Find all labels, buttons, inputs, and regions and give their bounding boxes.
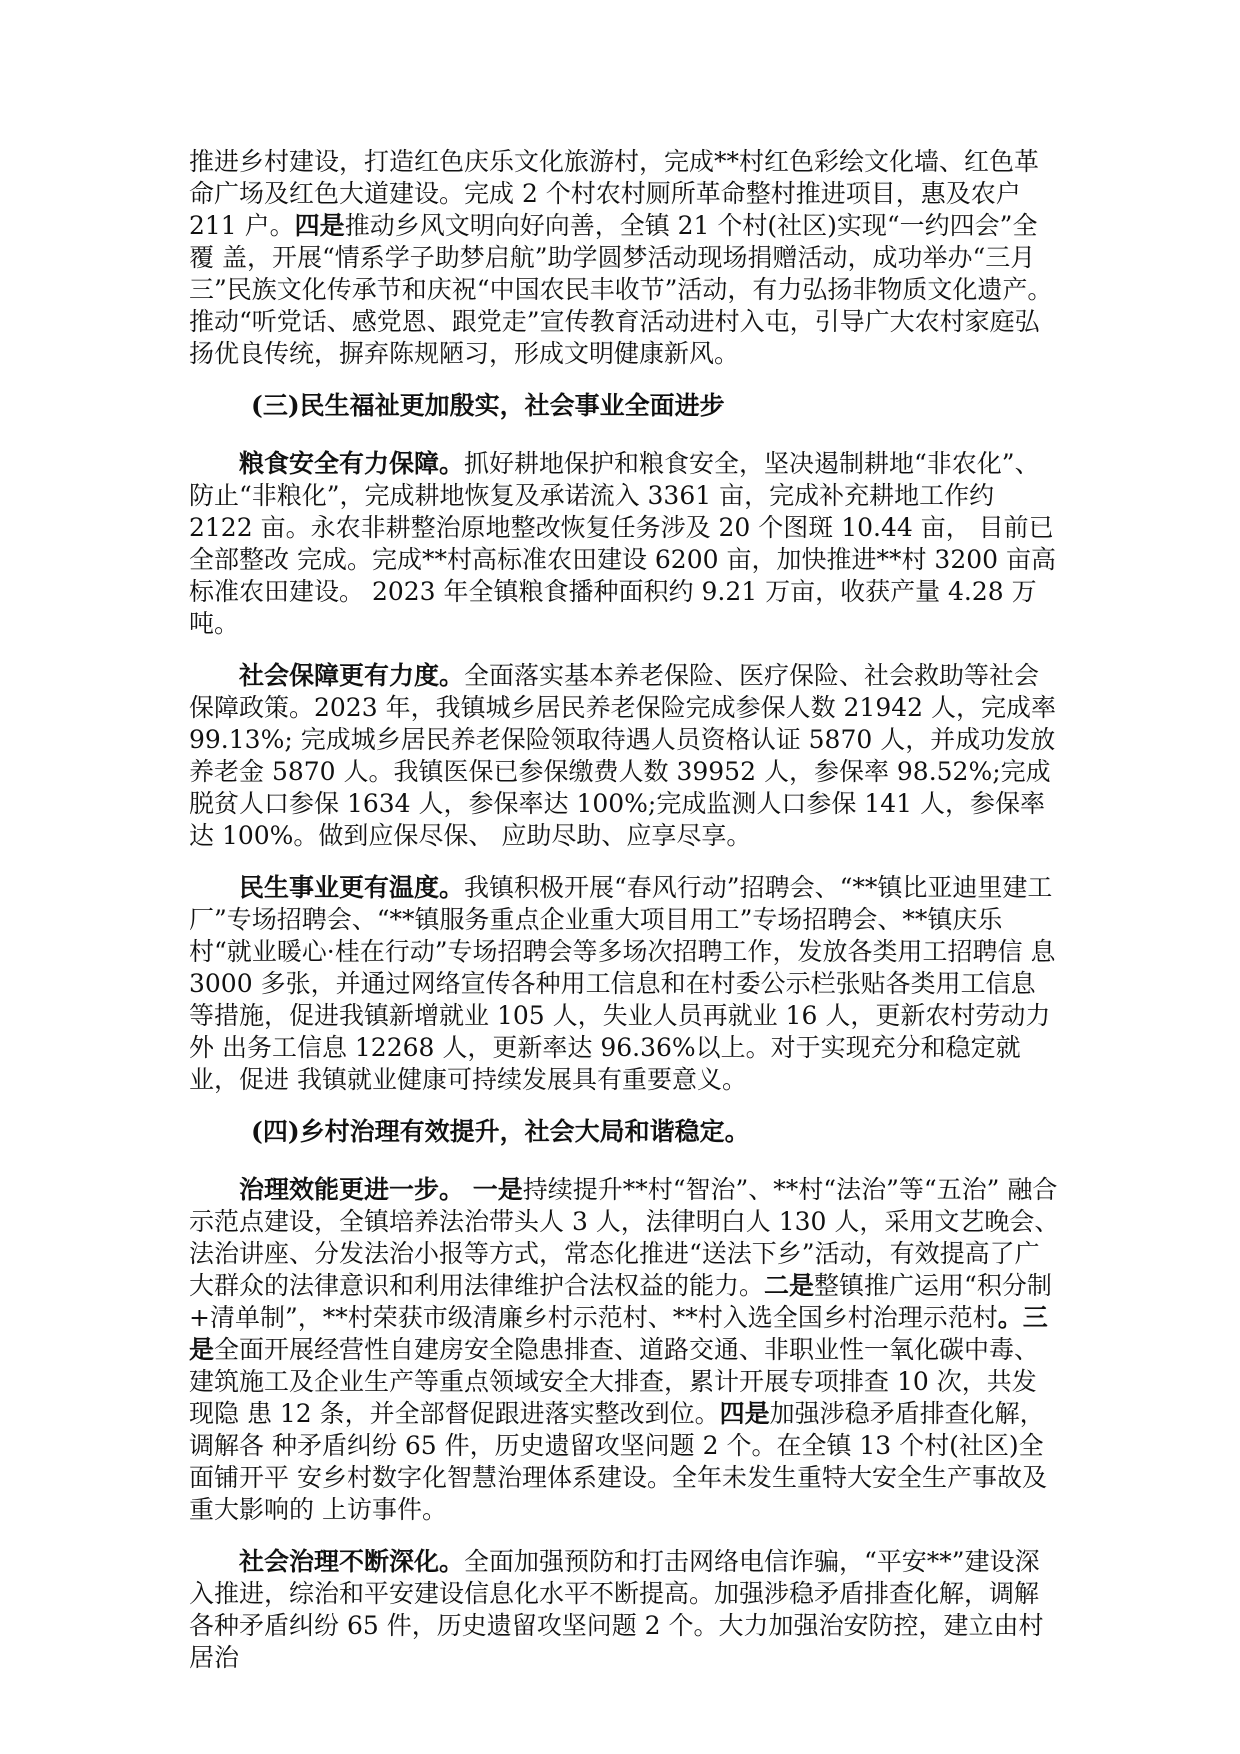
governance-part-2 xyxy=(189,1238,1061,1526)
bold-lead: 社会保障更有力度。 xyxy=(239,661,465,690)
bold-lead: 粮食安全有力保障。 xyxy=(239,449,465,478)
paragraph-text: 推进乡村建设，打造红色庆乐文化旅游村，完成**村红色彩绘文化墙、红色革命广场及红色大道建设。完成 2 个村农村厕所革命整村推进项目，惠及农户 211 户。 xyxy=(189,147,1040,240)
bold-lead: 民生事业更有温度。 xyxy=(239,873,465,902)
bold-lead: 四是 xyxy=(719,1399,770,1428)
section-heading-3: (三)民生福祉更加殷实，社会事业全面进步 xyxy=(251,391,725,420)
paragraph-text: 加强涉稳矛盾排查化解，调解各 种矛盾纠纷 65 件，历史遗留攻坚问题 2 个。在全镇 13 个村(社区)全面铺开平 安乡村数字化智慧治理体系建设。全年未发生重特大安全生产事故及重大影响的 上访事件。 xyxy=(189,1399,1047,1524)
bold-lead: 。三是 xyxy=(189,1303,1048,1364)
bold-lead: 社会治理不断深化。 xyxy=(239,1547,465,1576)
paragraph-livelihood xyxy=(189,872,1061,1096)
paragraph-governance xyxy=(189,1174,1061,1526)
paragraph-text: 全面开展经营性自建房安全隐患排查、道路交通、非职业性一氧化碳中毒、建筑施工及企业生产等重点领域安全大排查，累计开展专项排查 10 次，共发现隐 患 12 条，并全部督促跟进落实整改到位。 xyxy=(189,1335,1040,1428)
paragraph-text: 抓好耕地保护和粮食安全，坚决遏制耕地“非农化”、防止“非粮化”，完成耕地恢复及承诺流入 3361 亩，完成补充耕地工作约 2122 亩。永农非耕整治原地整改恢复任务涉及 20 个图斑 10.44 亩， 目前已全部整改 完成。完成**村高标准农田建设 6200 亩，加快推进**村 3200 亩高标准农田建设。 2023 年全镇粮食播种面积约 9.21 万亩，收获产量 4.28 万吨。 xyxy=(189,449,1056,638)
paragraph-rural-construction xyxy=(189,146,1061,370)
paragraph-text: 法治讲座、分发法治小报等方式，常态化推进“送法下乡”活动，有效提高了广大群众的法律意识和利用法律维护合法权益的能力。 xyxy=(189,1239,1040,1300)
bold-lead: 二是 xyxy=(764,1271,815,1300)
bold-lead: 一是 xyxy=(464,1175,523,1204)
section-heading-4: (四)乡村治理有效提升，社会大局和谐稳定。 xyxy=(251,1117,750,1146)
paragraph-social-governance xyxy=(189,1546,1061,1674)
paragraph-text: 整镇推广运用“积分制+清单制”，**村荣获市级清廉乡村示范村、**村入选全国乡村治理示范村 xyxy=(189,1271,1052,1332)
document-body xyxy=(189,146,1061,1694)
paragraph-food-security xyxy=(189,448,1061,640)
paragraph-text: 持续提升**村“智治”、**村“法治”等“五治” 融合示范点建设，全镇培养法治带头人 3 人，法律明白人 130 人，采用文艺晚会、 xyxy=(189,1175,1060,1236)
bold-lead: 四是 xyxy=(294,211,345,240)
paragraph-text: 全面加强预防和打击网络电信诈骗，“平安**”建设深入推进，综治和平安建设信息化水平不断提高。加强涉稳矛盾排查化解，调解各种矛盾纠纷 65 件，历史遗留攻坚问题 2 个。大力加强治安防控，建立由村居治 xyxy=(189,1547,1044,1672)
paragraph-text: 我镇积极开展“春风行动”招聘会、“**镇比亚迪里建工厂”专场招聘会、“**镇服务重点企业重大项目用工”专场招聘会、**镇庆乐 村“就业暖心·桂在行动”专场招聘会等多场次招聘工作，发放各类用工招聘信 息 3000 多张，并通过网络宣传各种用工信息和在村委公示栏张贴各类用工信息 等措施，促进我镇新增就业 105 人，失业人员再就业 16 人，更新农村劳动力外 出务工信息 12268 人，更新率达 96.36%以上。对于实现充分和稳定就业，促进 我镇就业健康可持续发展具有重要意义。 xyxy=(189,873,1056,1094)
paragraph-text: 推动乡风文明向好向善，全镇 21 个村(社区)实现“一约四会”全覆 盖，开展“情系学子助梦启航”助学圆梦活动现场捐赠活动，成功举办“三月 三”民族文化传承节和庆祝“中国农民丰收节”活动，有力弘扬非物质文化遗产。 推动“听党话、感党恩、跟党走”宣传教育活动进村入屯，引导广大农村家庭弘 扬优良传统，摒弃陈规陋习，形成文明健康新风。 xyxy=(189,211,1053,368)
bold-lead: 治理效能更进一步。 xyxy=(239,1175,465,1204)
paragraph-social-security xyxy=(189,660,1061,852)
governance-part-1 xyxy=(189,1174,1061,1238)
paragraph-text: 全面落实基本养老保险、医疗保险、社会救助等社会保障政策。2023 年，我镇城乡居民养老保险完成参保人数 21942 人，完成率 99.13%; 完成城乡居民养老保险领取待遇人员资格认证 5870 人，并成功发放养老金 5870 人。我镇医保已参保缴费人数 39952 人，参保率 98.52%;完成脱贫人口参保 1634 人，参保率达 100%;完成监测人口参保 141 人，参保率达 100%。做到应保尽保、 应助尽助、应享尽享。 xyxy=(189,661,1056,850)
